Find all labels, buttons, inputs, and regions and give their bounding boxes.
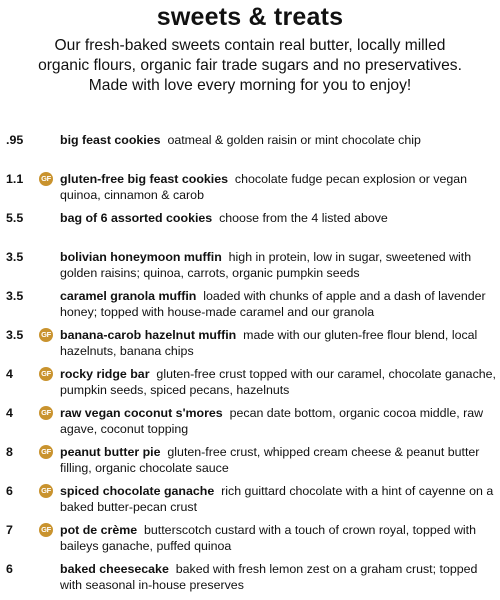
item-name: bolivian honeymoon muffin: [60, 250, 222, 264]
gluten-free-icon: GF: [39, 406, 53, 420]
item-price: 8: [6, 445, 13, 459]
menu-item: [0, 444, 500, 483]
menu-item: [0, 210, 500, 249]
item-price: 5.5: [6, 211, 24, 225]
menu-item: [0, 522, 500, 561]
item-details: gluten-free crust, whipped cream cheese & peanut butter filling, organic chocolate sauce: [60, 445, 480, 475]
item-description: [60, 444, 496, 476]
item-details: high in protein, low in sugar, sweetened with golden raisins; quinoa, carrots, organic pumpkin seeds: [60, 250, 472, 280]
item-details: loaded with chunks of apple and a dash of lavender honey; topped with house-made caramel and our granola: [60, 289, 486, 319]
gluten-free-icon: GF: [39, 445, 53, 459]
item-price: 1.1: [6, 172, 24, 186]
gluten-free-icon: GF: [39, 367, 53, 381]
item-details: butterscotch custard with a touch of crown royal, topped with baileys ganache, puffed quinoa: [60, 523, 476, 553]
item-name: pot de crème: [60, 523, 138, 537]
item-description: [60, 366, 496, 398]
item-name: raw vegan coconut s'mores: [60, 406, 223, 420]
menu-item: [0, 327, 500, 366]
item-description: [60, 249, 496, 281]
item-name: peanut butter pie: [60, 445, 161, 459]
item-name: banana-carob hazelnut muffin: [60, 328, 237, 342]
item-price: 4: [6, 367, 13, 381]
page-title: sweets & treats: [156, 3, 344, 31]
item-name: spiced chocolate ganache: [60, 484, 215, 498]
menu-item: [0, 171, 500, 210]
menu-item: [0, 249, 500, 288]
item-description: [60, 522, 496, 554]
item-price: 3.5: [6, 250, 24, 264]
item-details: chocolate fudge pecan explosion or vegan quinoa, cinnamon & carob: [60, 172, 468, 202]
gluten-free-icon: GF: [39, 172, 53, 186]
menu-item: [0, 288, 500, 327]
item-name: bag of 6 assorted cookies: [60, 211, 213, 225]
menu-item: [0, 561, 500, 600]
item-price: 7: [6, 523, 13, 537]
item-name: big feast cookies: [60, 133, 161, 147]
menu-list: [0, 132, 500, 600]
item-description: [60, 405, 496, 437]
intro-line: Made with love every morning for you to enjoy!: [88, 77, 412, 94]
item-price: 6: [6, 562, 13, 576]
item-price: 3.5: [6, 328, 24, 342]
item-description: [60, 483, 496, 515]
item-name: caramel granola muffin: [60, 289, 197, 303]
gluten-free-icon: GF: [39, 328, 53, 342]
item-price: 3.5: [6, 289, 24, 303]
intro-line: Our fresh-baked sweets contain real butter, locally milled: [54, 37, 446, 54]
item-description: [60, 288, 496, 320]
item-details: rich guittard chocolate with a hint of cayenne on a baked butter-pecan crust: [60, 484, 494, 514]
menu-item: [0, 405, 500, 444]
item-details: pecan date bottom, organic cocoa middle, raw agave, coconut topping: [60, 406, 484, 436]
item-description: [60, 561, 496, 593]
intro-line: organic flours, organic fair trade sugars and no preservatives.: [38, 57, 462, 74]
gluten-free-icon: GF: [39, 523, 53, 537]
item-details: choose from the 4 listed above: [219, 211, 388, 225]
item-description: [60, 171, 496, 203]
item-price: .95: [6, 133, 24, 147]
item-name: gluten-free big feast cookies: [60, 172, 228, 186]
item-details: gluten-free crust topped with our caramel, chocolate ganache, pumpkin seeds, spiced pecans, hazelnuts: [60, 367, 496, 397]
intro-paragraph: [6, 36, 494, 96]
item-description: [60, 327, 496, 359]
item-description: [60, 210, 496, 226]
item-price: 4: [6, 406, 13, 420]
item-name: baked cheesecake: [60, 562, 169, 576]
item-price: 6: [6, 484, 13, 498]
item-details: oatmeal & golden raisin or mint chocolate chip: [167, 133, 421, 147]
menu-item: [0, 483, 500, 522]
gluten-free-icon: GF: [39, 484, 53, 498]
item-description: [60, 132, 496, 148]
menu-item: [0, 132, 500, 171]
item-name: rocky ridge bar: [60, 367, 150, 381]
item-details: made with our gluten-free flour blend, local hazelnuts, banana chips: [60, 328, 478, 358]
menu-item: [0, 366, 500, 405]
item-details: baked with fresh lemon zest on a graham crust; topped with seasonal in-house preserves: [60, 562, 478, 592]
